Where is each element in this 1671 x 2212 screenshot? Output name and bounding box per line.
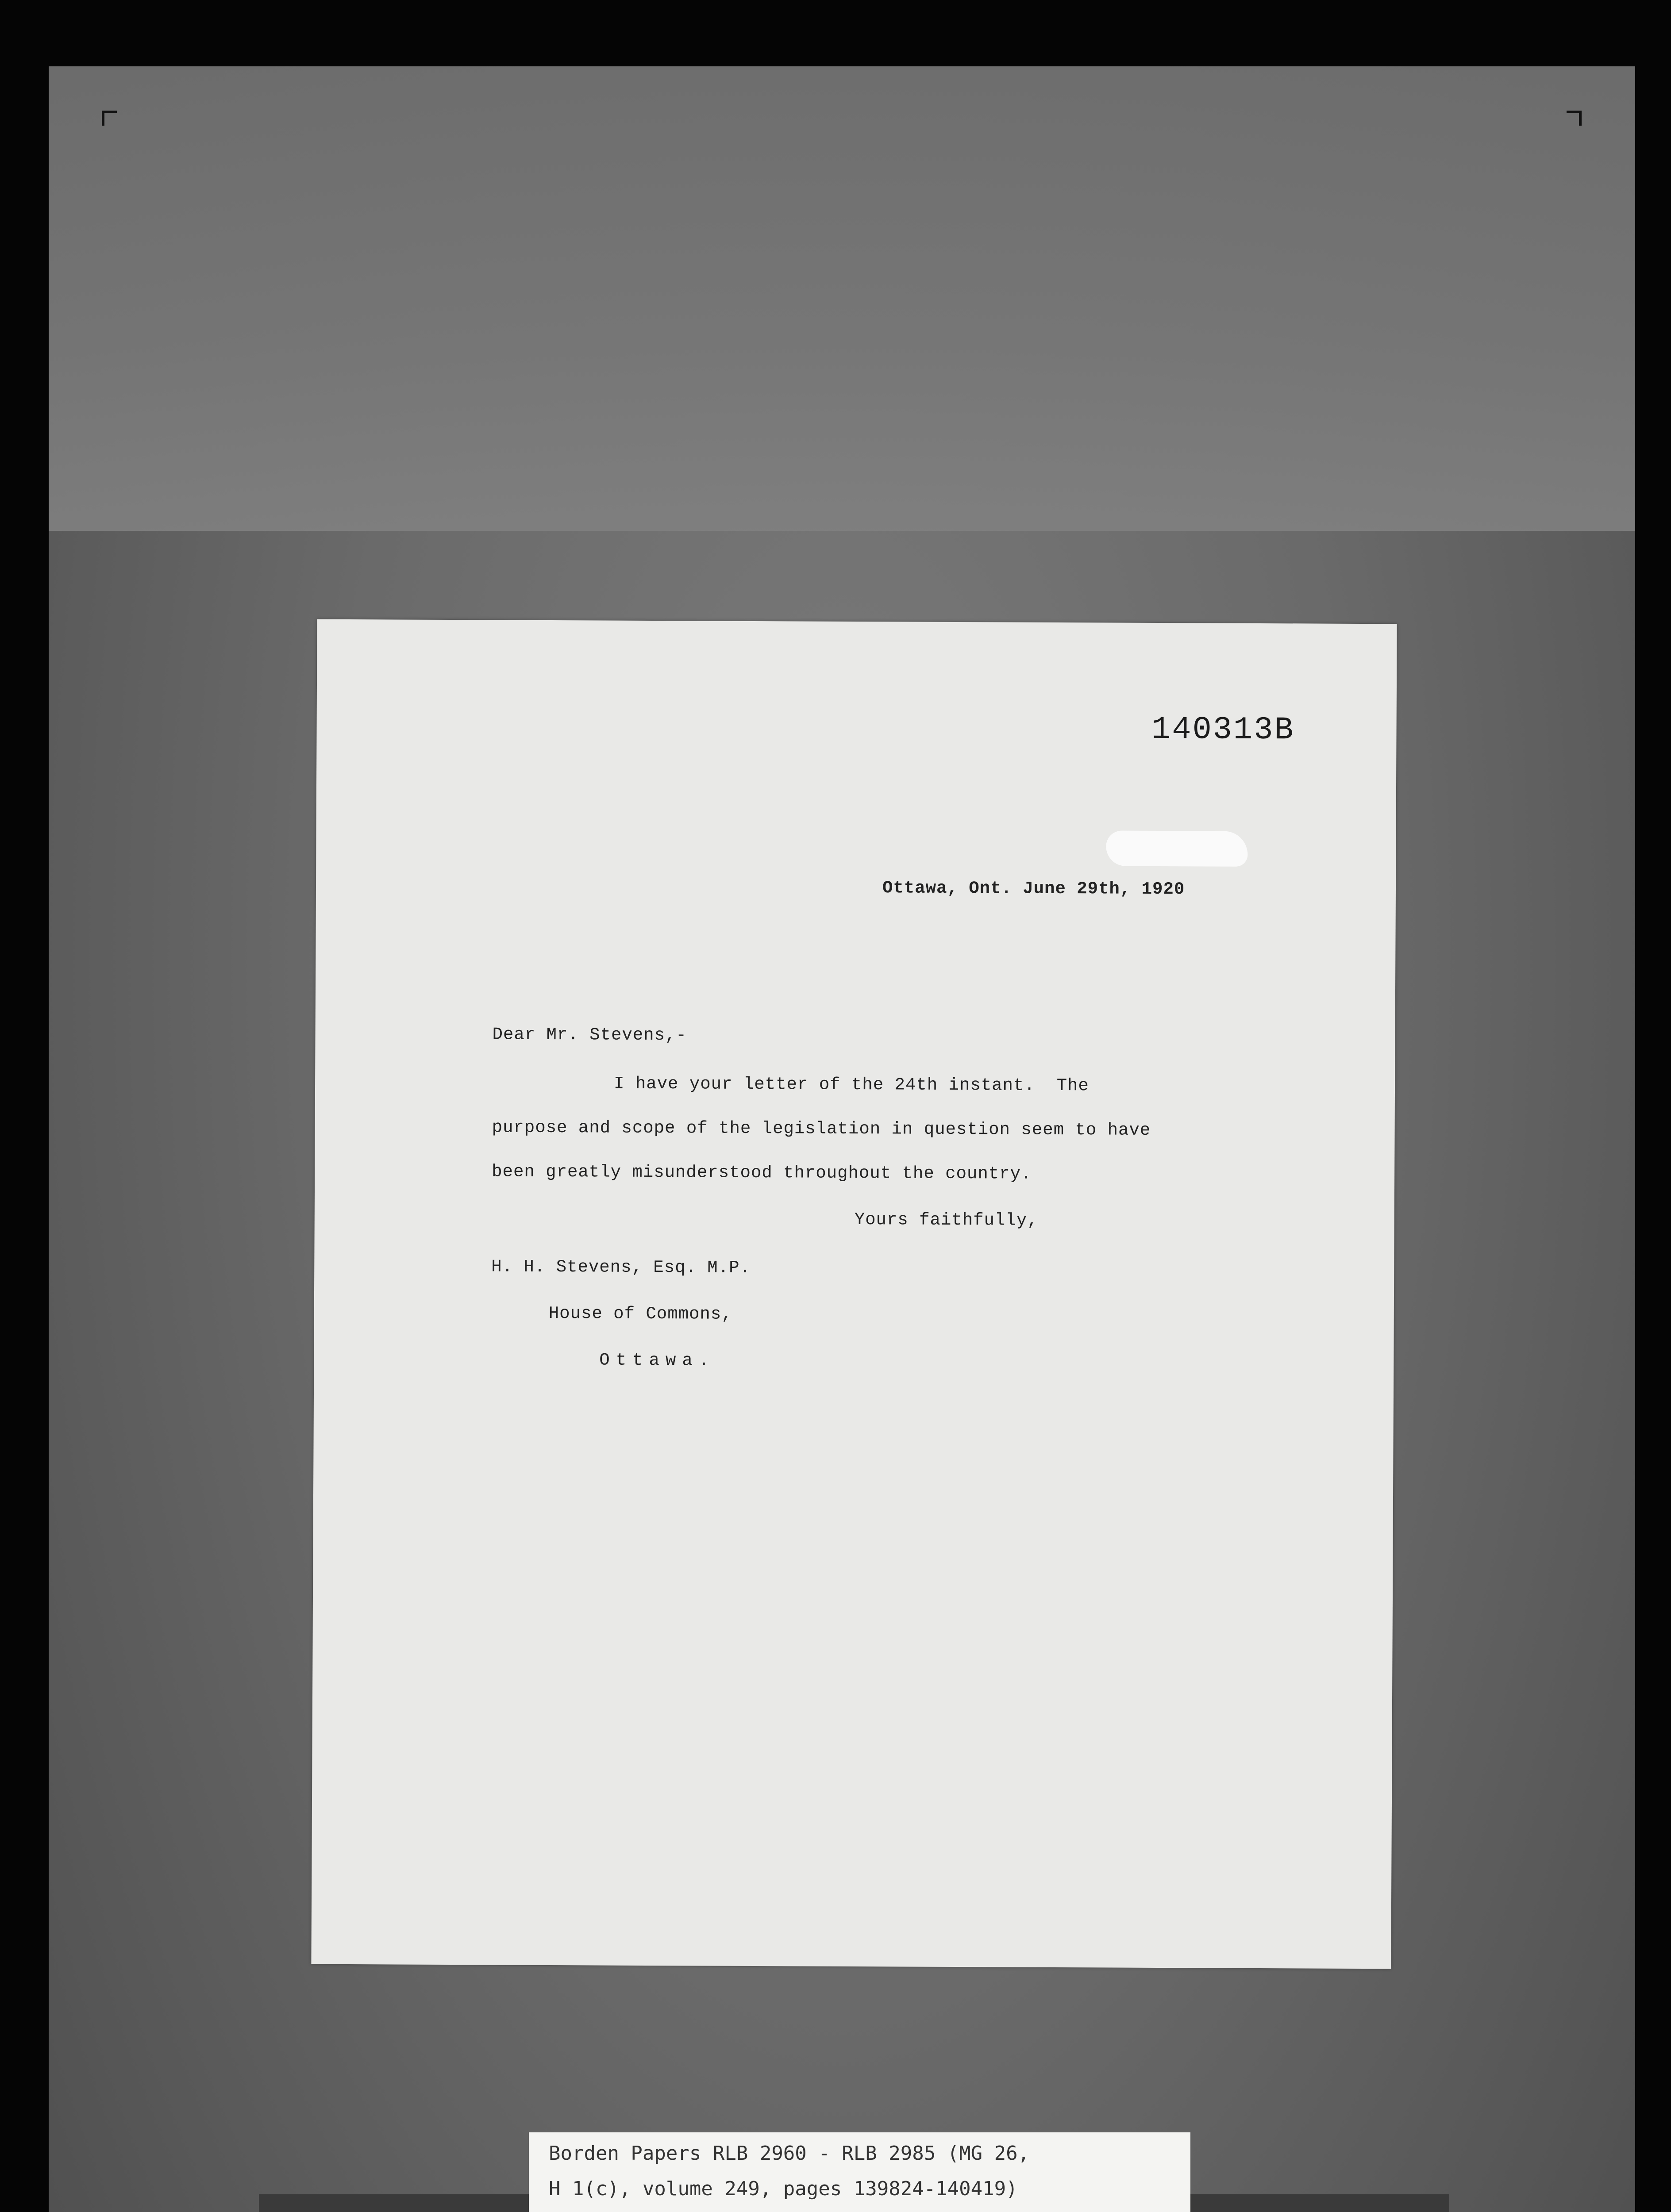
salutation: Dear Mr. Stevens,- <box>492 1025 687 1045</box>
body-line: been greatly misunderstood throughout the country. <box>492 1162 1032 1184</box>
corner-mark-top-left <box>102 111 117 126</box>
reference-line: Borden Papers RLB 2960 - RLB 2985 (MG 26, <box>549 2142 1030 2165</box>
body-line: purpose and scope of the legislation in question seem to have <box>492 1118 1151 1140</box>
body-line: I have your letter of the 24th instant. The <box>613 1074 1089 1096</box>
document-number: 140313B <box>1151 711 1295 749</box>
reference-label <box>529 2132 1190 2212</box>
reference-line: H 1(c), volume 249, pages 139824-140419) <box>549 2177 1018 2200</box>
corner-mark-top-right <box>1567 111 1582 126</box>
address-line: Ottawa. <box>599 1350 716 1371</box>
letter-page <box>311 619 1397 1969</box>
address-line: H. H. Stevens, Esq. M.P. <box>491 1257 751 1278</box>
date-line: Ottawa, Ont. June 29th, 1920 <box>882 878 1185 899</box>
closing: Yours faithfully, <box>854 1210 1038 1230</box>
backdrop-upper-area <box>49 66 1635 531</box>
address-line: House of Commons, <box>548 1303 732 1324</box>
correction-fluid-mark <box>1106 830 1247 866</box>
